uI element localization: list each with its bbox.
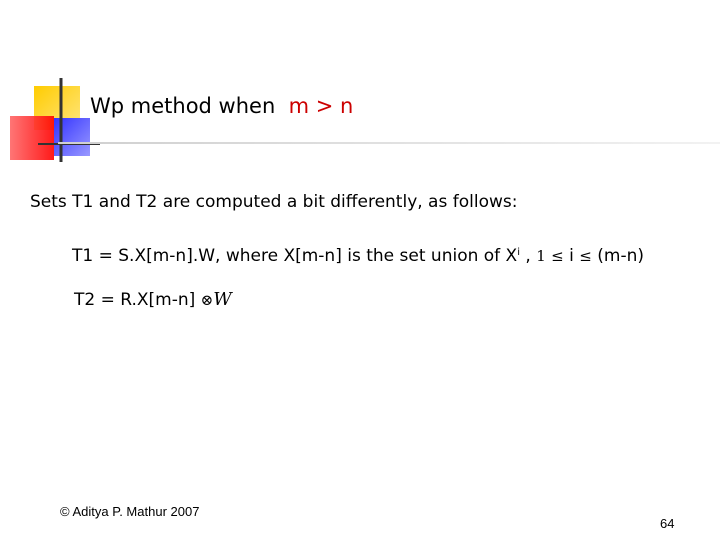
copyright-footer: © Aditya P. Mathur 2007 xyxy=(60,504,200,519)
title-condition: m > n xyxy=(288,94,354,118)
t2-operand: W xyxy=(213,289,232,310)
t1-separator: , xyxy=(520,246,531,266)
t2-text: T2 = R.X[m-n] xyxy=(74,290,196,310)
t1-lower-bound: 1 xyxy=(536,247,546,265)
intro-text: Sets T1 and T2 are computed a bit differently, as follows: xyxy=(30,192,518,212)
title-underline-rule xyxy=(58,142,720,144)
tensor-product-symbol: ⊗ xyxy=(200,291,214,309)
t1-index-var: i xyxy=(569,246,574,266)
title-prefix: Wp method when xyxy=(90,94,276,118)
t1-definition xyxy=(72,246,644,266)
t1-upper-bound: (m-n) xyxy=(597,246,645,266)
slide-logo-decoration xyxy=(0,0,100,170)
leq-symbol: ≤ xyxy=(579,247,592,265)
page-number: 64 xyxy=(660,516,675,531)
logo-red-square xyxy=(10,116,54,160)
t1-text: T1 = S.X[m-n].W, where X[m-n] is the set union of X xyxy=(72,246,518,266)
leq-symbol: ≤ xyxy=(551,247,564,265)
logo-blue-square xyxy=(54,118,90,156)
slide-title xyxy=(90,94,353,118)
t1-superscript: i xyxy=(517,247,520,258)
t2-definition xyxy=(74,289,232,310)
